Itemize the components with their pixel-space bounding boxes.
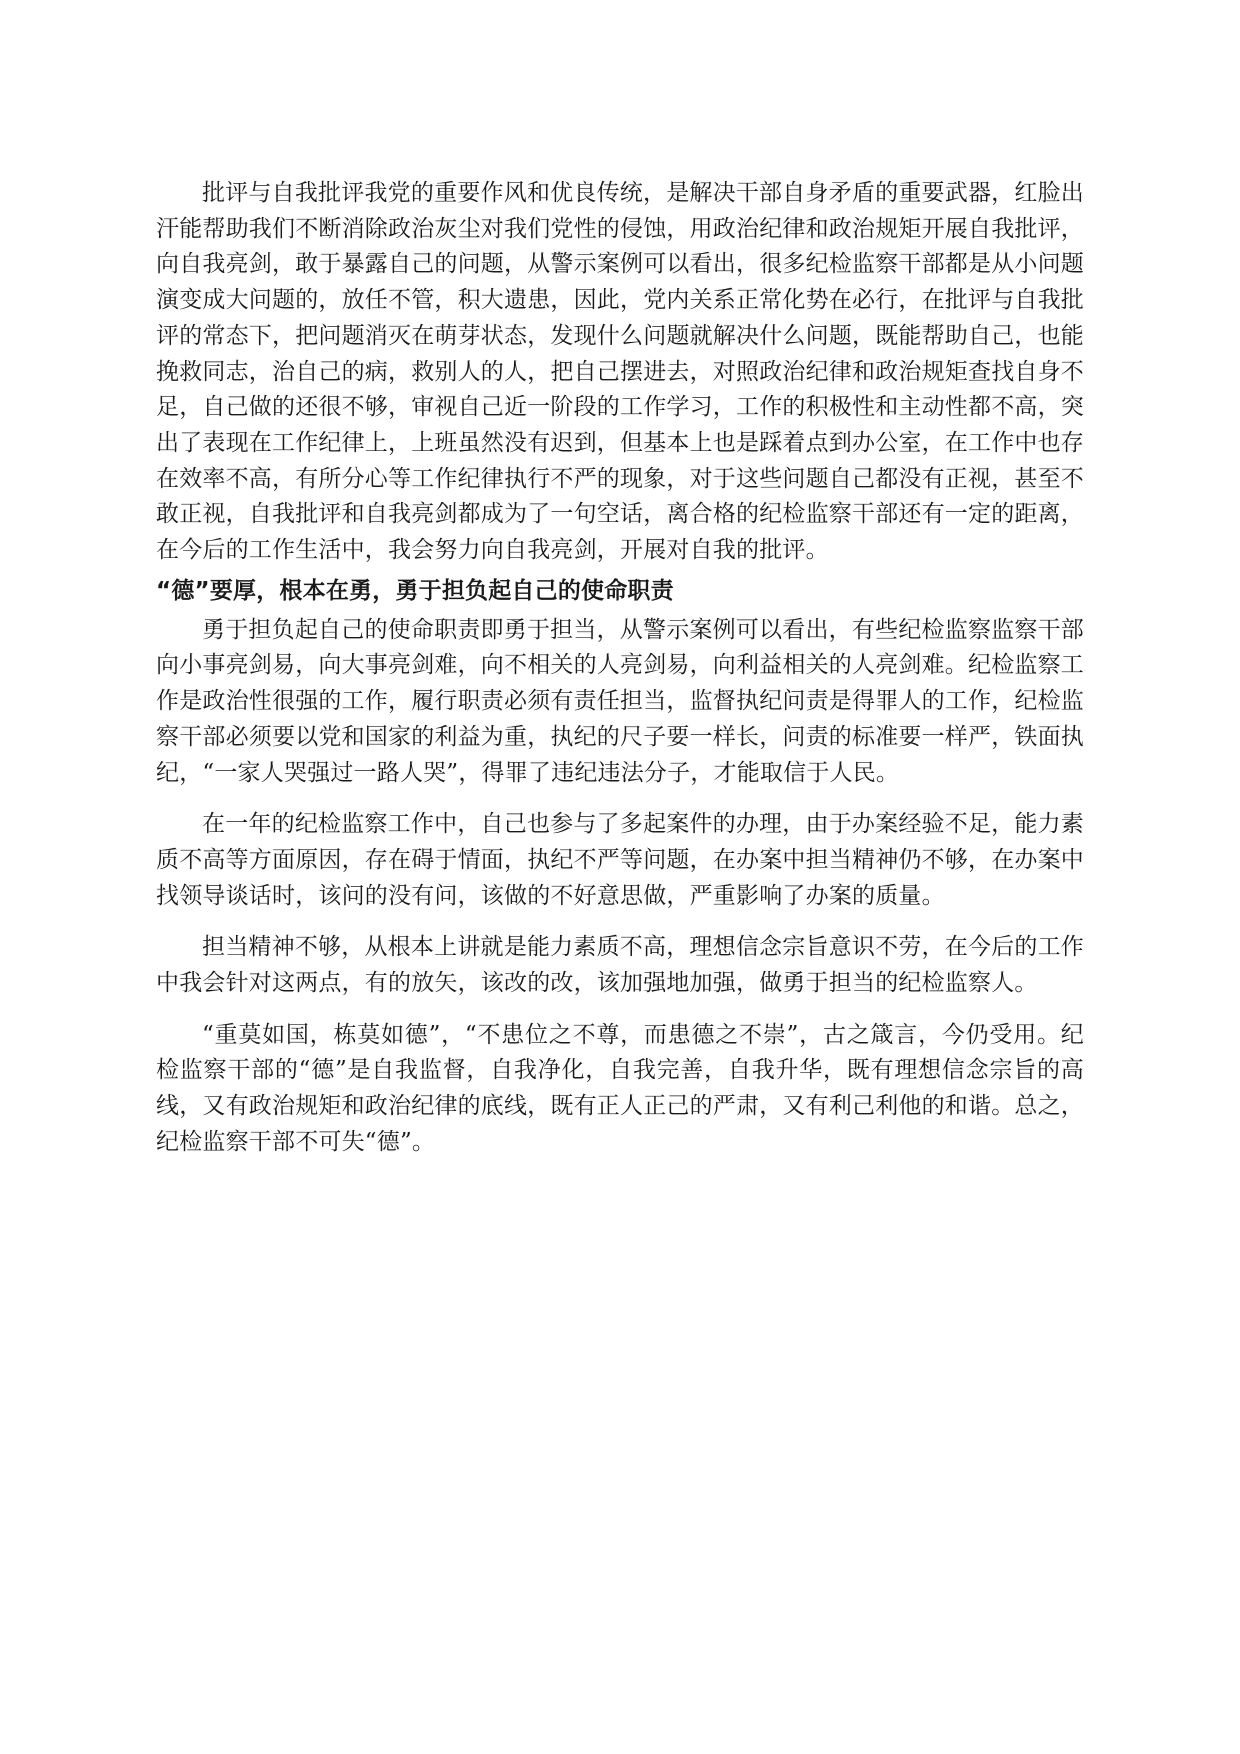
document-page xyxy=(156,176,1084,1177)
paragraph-self-criticism: 批评与自我批评我党的重要作风和优良传统，是解决干部自身矛盾的重要武器，红脸出汗能帮助我们不断消除政治灰尘对我们党性的侵蚀，用政治纪律和政治规矩开展自我批评，向自我亮剑，敢于暴露自己的问题，从警示案例可以看出，很多纪检监察干部都是从小问题演变成大问题的，放任不管，积大遗患，因此，党内关系正常化势在必行，在批评与自我批评的常态下，把问题消灭在萌芽状态，发现什么问题就解决什么问题，既能帮助自己，也能挽救同志，治自己的病，救别人的人，把自己摆进去，对照政治纪律和政治规矩查找自身不足，自己做的还很不够，审视自己近一阶段的工作学习，工作的积极性和主动性都不高，突出了表现在工作纪律上，上班虽然没有迟到，但基本上也是踩着点到办公室，在工作中也存在效率不高，有所分心等工作纪律执行不严的现象，对于这些问题自己都没有正视，甚至不敢正视，自我批评和自我亮剑都成为了一句空话，离合格的纪检监察干部还有一定的距离，在今后的工作生活中，我会努力向自我亮剑，开展对自我的批评。 xyxy=(156,180,1084,564)
paragraph-virtue: “重莫如国，栋莫如德”，“不患位之不尊，而患德之不崇”，古之箴言，今仍受用。纪检监察干部的“德”是自我监督，自我净化，自我完善，自我升华，既有理想信念宗旨的高线，又有政治规矩和政治纪律的底线，既有正人正己的严肃，又有利己利他的和谐。总之，纪检监察干部不可失“德”。 xyxy=(156,1021,1084,1155)
paragraph-responsibility: 勇于担负起自己的使命职责即勇于担当，从警示案例可以看出，有些纪检监察监察干部向小事亮剑易，向大事亮剑难，向不相关的人亮剑易，向利益相关的人亮剑难。纪检监察工作是政治性很强的工作，履行职责必须有责任担当，监督执纪问责是得罪人的工作，纪检监察干部必须要以党和国家的利益为重，执纪的尺子要一样长，问责的标准要一样严，铁面执纪，“一家人哭强过一路人哭”，得罪了违纪违法分子，才能取信于人民。 xyxy=(156,616,1084,786)
paragraph-case-work: 在一年的纪检监察工作中，自己也参与了多起案件的办理，由于办案经验不足，能力素质不高等方面原因，存在碍于情面，执纪不严等问题，在办案中担当精神仍不够，在办案中找领导谈话时，该问的没有问，该做的不好意思做，严重影响了办案的质量。 xyxy=(156,811,1084,909)
paragraph-improvement: 担当精神不够，从根本上讲就是能力素质不高，理想信念宗旨意识不劳，在今后的工作中我会针对这两点，有的放矢，该改的改，该加强地加强，做勇于担当的纪检监察人。 xyxy=(156,934,1084,997)
section-heading: “德”要厚，根本在勇，勇于担负起自己的使命职责 xyxy=(156,577,674,604)
